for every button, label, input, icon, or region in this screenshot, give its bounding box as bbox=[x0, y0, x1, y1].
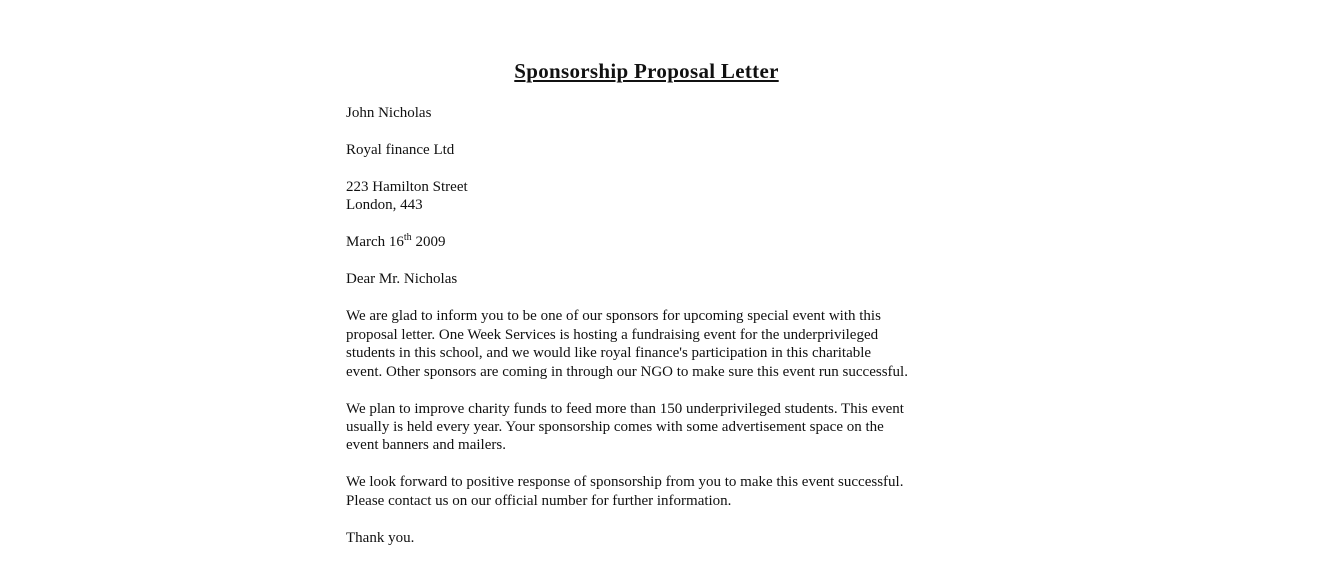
address-line-2: London, 443 bbox=[346, 197, 423, 214]
paragraph-3-line: We look forward to positive response of sponsorship from you to make this event successful. bbox=[346, 474, 904, 491]
paragraph-1-line: proposal letter. One Week Services is hosting a fundraising event for the underprivileged bbox=[346, 326, 879, 343]
recipient-address bbox=[346, 178, 966, 215]
paragraph-3-line: Please contact us on our official number for further information. bbox=[346, 492, 732, 509]
salutation: Dear Mr. Nicholas bbox=[346, 271, 458, 288]
paragraph-1 bbox=[346, 307, 966, 381]
letter-date bbox=[346, 233, 966, 251]
recipient-name: John Nicholas bbox=[346, 105, 432, 121]
closing: Thank you. bbox=[346, 529, 415, 546]
date-year: 2009 bbox=[411, 234, 446, 251]
document-title: Sponsorship Proposal Letter bbox=[514, 59, 779, 83]
paragraph-1-line: students in this school, and we would like royal finance's participation in this charitable bbox=[346, 345, 872, 362]
paragraph-2-line: We plan to improve charity funds to feed more than 150 underprivileged students. This event bbox=[346, 400, 904, 417]
paragraph-2-line: event banners and mailers. bbox=[346, 437, 506, 454]
paragraph-3 bbox=[346, 473, 966, 510]
paragraph-2-line: usually is held every year. Your sponsorship comes with some advertisement space on the bbox=[346, 419, 884, 436]
paragraph-2 bbox=[346, 400, 966, 455]
letter-body bbox=[346, 104, 966, 566]
date-ordinal-suffix: th bbox=[403, 232, 412, 244]
recipient-company: Royal finance Ltd bbox=[346, 142, 455, 158]
paragraph-1-line: event. Other sponsors are coming in through our NGO to make sure this event run successful. bbox=[346, 363, 908, 380]
address-line-1: 223 Hamilton Street bbox=[346, 179, 468, 195]
date-month-day: March 16 bbox=[346, 234, 404, 251]
paragraph-1-line: We are glad to inform you to be one of our sponsors for upcoming special event with this bbox=[346, 308, 881, 325]
